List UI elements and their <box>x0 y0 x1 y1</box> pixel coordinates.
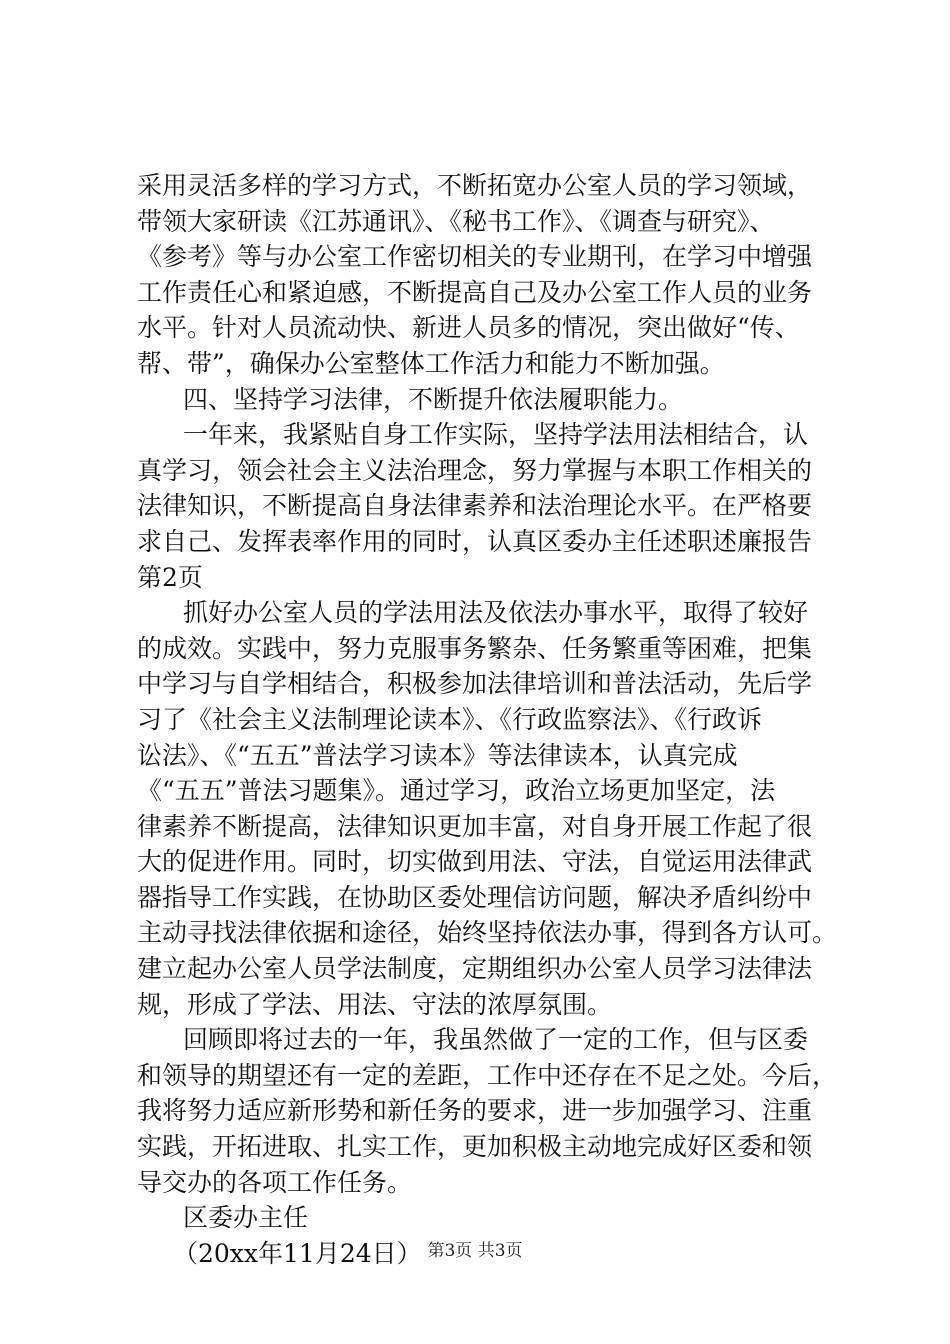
text-line: 帮、带”，确保办公室整体工作活力和能力不断加强。 <box>137 348 725 378</box>
text-line: 水平。针对人员流动快、新进人员多的情况，突出做好“传、 <box>137 313 800 343</box>
text-line: 主动寻找法律依据和途径，始终坚持依法办事，得到各方认可。 <box>137 918 838 948</box>
paragraph-start-line: 抓好办公室人员的学法用法及依法办事水平，取得了较好 <box>183 598 809 628</box>
text-line: 规，形成了学法、用法、守法的浓厚氛围。 <box>137 989 613 1019</box>
text-line: 大的促进作用。同时，切实做到用法、守法，自觉运用法律武 <box>137 847 813 877</box>
text-line: 中学习与自学相结合，积极参加法律培训和普法活动，先后学 <box>137 669 813 699</box>
text-line: 带领大家研读《江苏通讯》、《秘书工作》、《调查与研究》、 <box>137 206 775 236</box>
text-line: 法律知识，不断提高自身法律素养和法治理论水平。在严格要 <box>137 491 813 521</box>
paragraph-start-line: 回顾即将过去的一年，我虽然做了一定的工作，但与区委 <box>183 1025 809 1055</box>
document-body <box>137 168 837 1271</box>
paragraph-start-line: 一年来，我紧贴自身工作实际，坚持学法用法相结合，认 <box>183 420 809 450</box>
text-line: 实践，开拓进取、扎实工作，更加积极主动地完成好区委和领 <box>137 1132 813 1162</box>
section-heading: 四、坚持学习法律，不断提升依法履职能力。 <box>183 384 684 414</box>
text-line: 器指导工作实践，在协助区委处理信访问题，解决矛盾纠纷中 <box>137 882 813 912</box>
text-line: 建立起办公室人员学法制度，定期组织办公室人员学习法律法 <box>137 954 813 984</box>
text-line: 的成效。实践中，努力克服事务繁杂、任务繁重等困难，把集 <box>137 633 813 663</box>
text-line: 工作责任心和紧迫感，不断提高自己及办公室工作人员的业务 <box>137 277 813 307</box>
page-footer <box>0 1236 950 1261</box>
text-line: 讼法》、《“五五”普法学习读本》等法律读本，认真完成 <box>137 740 738 770</box>
page-number-info: 第3页 共3页 <box>427 1241 523 1261</box>
page-marker-line: 第2页 <box>137 562 203 592</box>
text-line: 导交办的各项工作任务。 <box>137 1167 413 1197</box>
text-line: 习了《社会主义法制理论读本》、《行政监察法》、《行政诉 <box>137 704 763 734</box>
text-line: 真学习，领会社会主义法治理念，努力掌握与本职工作相关的 <box>137 455 813 485</box>
text-line: 我将努力适应新形势和新任务的要求，进一步加强学习、注重 <box>137 1096 813 1126</box>
text-line: 求自己、发挥表率作用的同时，认真区委办主任述职述廉报告 <box>137 526 813 556</box>
text-line: 《“五五”普法习题集》。通过学习，政治立场更加坚定，法 <box>137 776 776 806</box>
text-line: 采用灵活多样的学习方式，不断拓宽办公室人员的学习领域， <box>137 171 813 200</box>
text-line: 和领导的期望还有一定的差距，工作中还存在不足之处。今后， <box>137 1060 838 1090</box>
signature-title: 区委办主任 <box>183 1203 309 1233</box>
signature-date: （20xx年11月24日） <box>173 1238 422 1268</box>
text-line: 律素养不断提高，法律知识更加丰富，对自身开展工作起了很 <box>137 811 813 841</box>
text-line: 《参考》等与办公室工作密切相关的专业期刊，在学习中增强 <box>137 242 813 272</box>
